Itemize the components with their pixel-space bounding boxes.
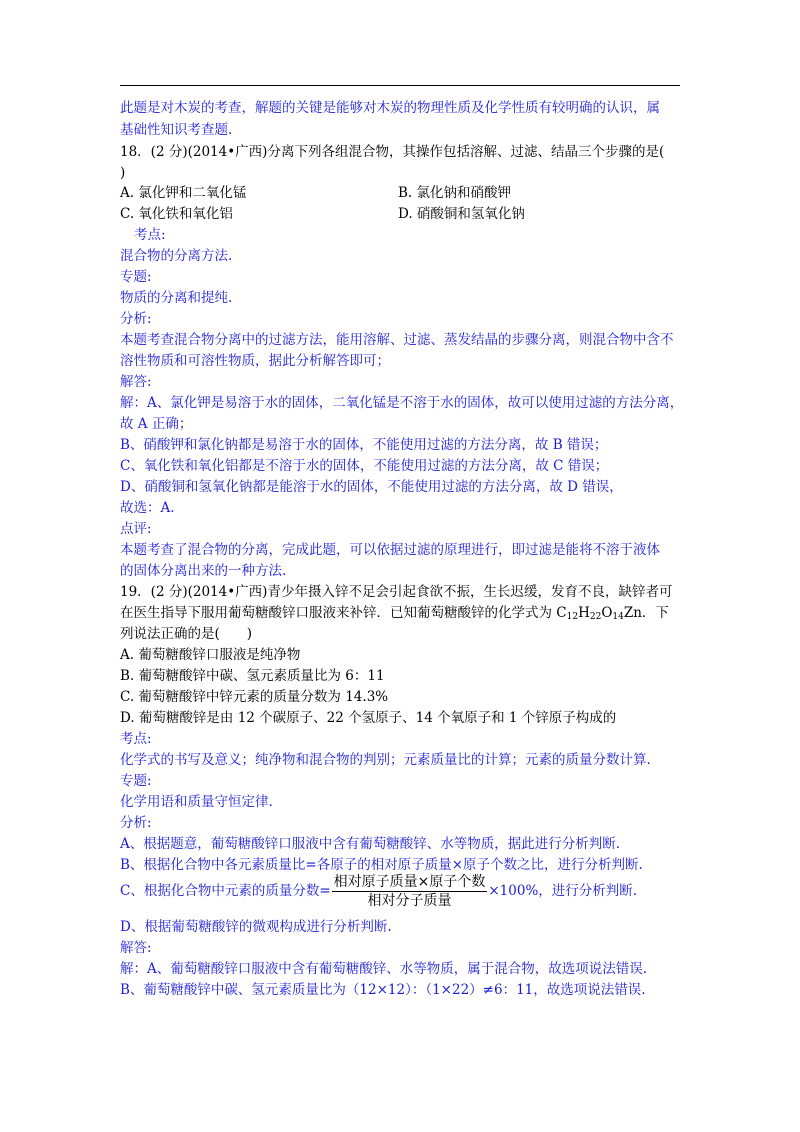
q18-kaodian-text: 混合物的分离方法.: [120, 248, 233, 264]
q19-fenxi-b: B、根据化合物中各元素质量比=各原子的相对原子质量×原子个数之比，进行分析判断.: [120, 857, 643, 873]
q18-jieda-line2: 故 A 正确；: [120, 416, 193, 432]
formula-h-letter: H: [578, 605, 590, 621]
q19-stem-line2-tail: Zn．下: [623, 605, 669, 621]
q18-jieda-line6: 故选：A.: [120, 500, 175, 516]
q18-jieda-line1: 解：A、氯化钾是易溶于水的固体，二氧化锰是不溶于水的固体，故可以使用过滤的方法分离，: [120, 395, 684, 411]
q18-fenxi-line1: 本题考查混合物分离中的过滤方法，能用溶解、过滤、蒸发结晶的步骤分离，则混合物中含不: [120, 332, 674, 348]
q18-fenxi-line2: 溶性物质和可溶性物质，据此分析解答即可；: [120, 353, 390, 369]
q17-comment-line1: 此题是对木炭的考查，解题的关键是能够对木炭的物理性质及化学性质有较明确的认识，属: [120, 100, 660, 116]
q18-zhuanti-label: 专题:: [120, 269, 152, 285]
q18-option-b: B. 氯化钠和硝酸钾: [398, 185, 512, 201]
q18-fenxi-label: 分析:: [120, 311, 152, 327]
q19-fenxi-d: D、根据葡萄糖酸锌的微观构成进行分析判断.: [120, 919, 392, 935]
q18-zhuanti-text: 物质的分离和提纯.: [120, 290, 233, 306]
q18-option-a: A. 氯化钾和二氧化锰: [120, 185, 247, 201]
q19-kaodian-text: 化学式的书写及意义；纯净物和混合物的判别；元素质量比的计算；元素的质量分数计算.: [120, 752, 651, 768]
q19-zhuanti-text: 化学用语和质量守恒定律.: [120, 794, 273, 810]
q18-jieda-line4: C、氧化铁和氧化铝都是不溶于水的固体，不能使用过滤的方法分离，故 C 错误；: [120, 458, 609, 474]
q19-fenxi-label: 分析:: [120, 815, 152, 831]
q18-jieda-label: 解答:: [120, 374, 152, 390]
fraction-numerator: 相对原子质量×原子个数: [333, 874, 486, 890]
q18-dianping-line1: 本题考查了混合物的分离，完成此题，可以依据过滤的原理进行，即过滤是能将不溶于液体: [120, 542, 660, 558]
formula-c-count: 12: [566, 612, 579, 622]
q18-jieda-line5: D、硝酸铜和氢氧化钠都是能溶于水的固体，不能使用过滤的方法分离，故 D 错误，: [120, 479, 623, 495]
q19-fenxi-c-tail: ×100%，进行分析判断.: [488, 883, 638, 899]
q18-dianping-line2: 的固体分离出来的一种方法.: [120, 563, 287, 579]
q19-jieda-a: 解：A、葡萄糖酸锌口服液中含有葡萄糖酸锌、水等物质，属于混合物，故选项说法错误.: [120, 961, 648, 977]
q18-stem-line2: ): [120, 165, 126, 181]
q19-fenxi-a: A、根据题意，葡萄糖酸锌口服液中含有葡萄糖酸锌、水等物质，据此进行分析判断.: [120, 836, 621, 852]
fraction-denominator: 相对分子质量: [367, 893, 452, 909]
q18-dianping-label: 点评:: [120, 521, 152, 537]
q18-kaodian-label: 考点:: [134, 227, 166, 243]
q19-fenxi-c: [120, 874, 637, 909]
q19-option-b: B. 葡萄糖酸锌中碳、氢元素质量比为 6：11: [120, 668, 385, 684]
q18-option-d: D. 硝酸铜和氢氧化钠: [398, 206, 525, 222]
header-rule: [120, 85, 680, 86]
q18-stem-line1: 18．(2 分)(2014•广西)分离下列各组混合物，其操作包括溶解、过滤、结晶三个步骤的是(: [120, 144, 665, 160]
formula-o-letter: O: [601, 605, 613, 621]
mass-fraction-formula: [332, 874, 488, 909]
q18-jieda-line3: B、硝酸钾和氯化钠都是易溶于水的固体，不能使用过滤的方法分离，故 B 错误；: [120, 437, 608, 453]
q19-stem-line2: [120, 604, 669, 626]
q19-zhuanti-label: 专题:: [120, 773, 152, 789]
q19-option-d: D. 葡萄糖酸锌是由 12 个碳原子、22 个氢原子、14 个氧原子和 1 个锌原子构成的: [120, 710, 617, 726]
q19-jieda-label: 解答:: [120, 940, 152, 956]
q19-option-a: A. 葡萄糖酸锌口服液是纯净物: [120, 647, 301, 663]
q19-jieda-b: B、葡萄糖酸锌中碳、氢元素质量比为（12×12）：（1×22）≠6：11，故选项说法错误.: [120, 982, 646, 998]
q18-option-c: C. 氧化铁和氧化铝: [120, 206, 233, 222]
q19-fenxi-c-text: C、根据化合物中元素的质量分数=: [120, 883, 331, 899]
q19-stem-line2-text: 在医生指导下服用葡萄糖酸锌口服液来补锌．已知葡萄糖酸锌的化学式为 C: [120, 605, 567, 621]
q19-kaodian-label: 考点:: [120, 731, 152, 747]
q17-comment-line2: 基础性知识考查题.: [120, 122, 233, 138]
formula-o-count: 14: [612, 612, 624, 622]
q19-stem-line3: 列说法正确的是( ): [120, 626, 253, 642]
formula-h-count: 22: [589, 612, 602, 622]
q19-option-c: C. 葡萄糖酸锌中锌元素的质量分数为 14.3%: [120, 689, 389, 705]
q19-stem-line1: 19．(2 分)(2014•广西)青少年摄入锌不足会引起食欲不振，生长迟缓，发育不良，缺锌者可: [120, 584, 673, 600]
